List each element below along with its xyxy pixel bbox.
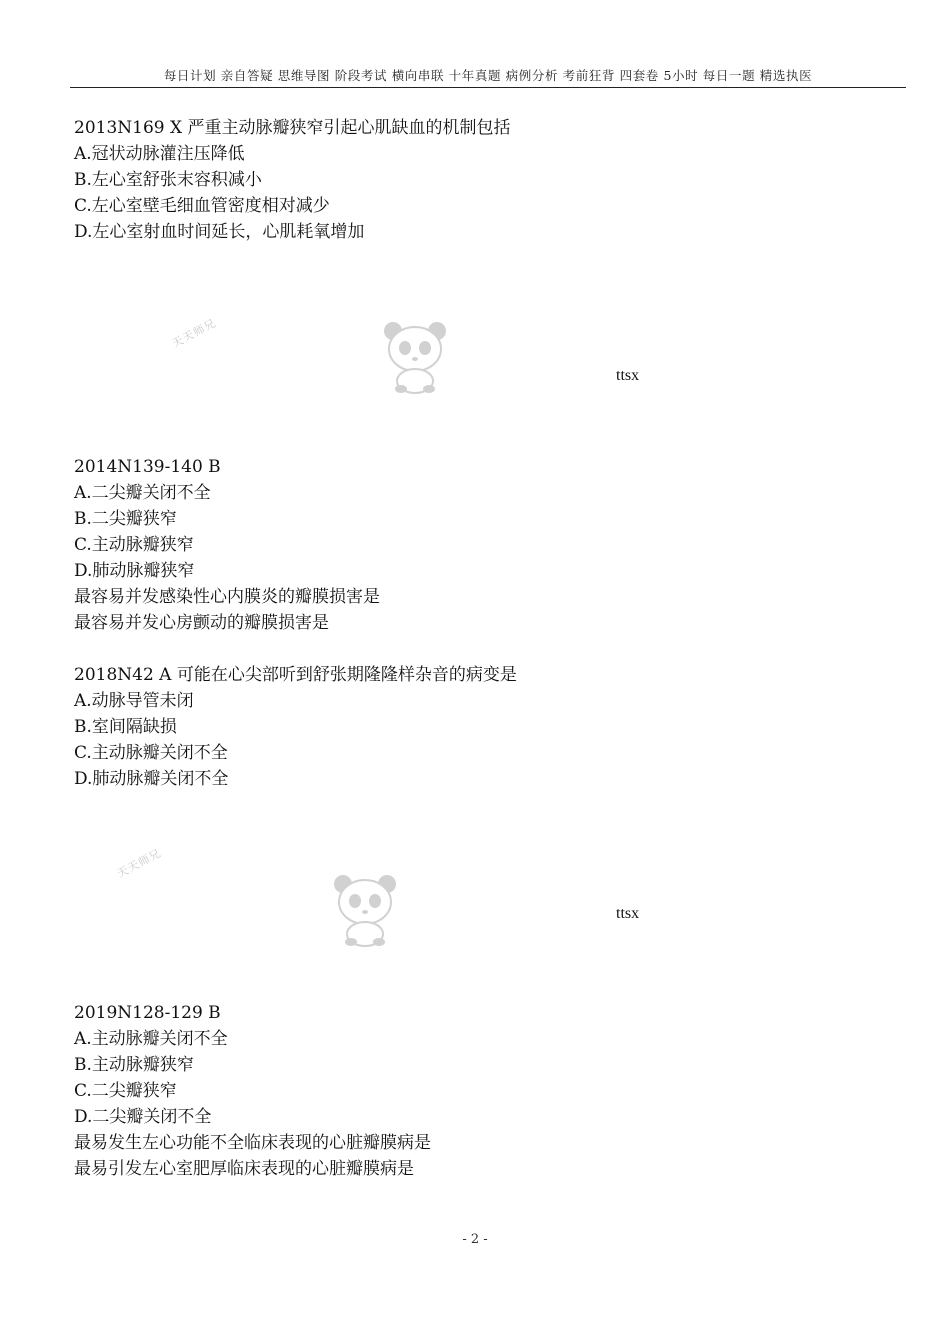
option-b: B.二尖瓣狭窄 <box>74 509 177 529</box>
option-a: A.二尖瓣关闭不全 <box>74 483 211 503</box>
question-2013N169 <box>74 115 511 245</box>
option-a: A.冠状动脉灌注压降低 <box>74 144 245 164</box>
option-c: C.主动脉瓣关闭不全 <box>74 743 228 763</box>
question-stem-2: 最容易并发心房颤动的瓣膜损害是 <box>74 613 329 633</box>
watermark-mark: ttsx <box>616 905 640 922</box>
question-title: 2018N42 A 可能在心尖部听到舒张期隆隆样杂音的病变是 <box>74 665 517 685</box>
option-d: D.肺动脉瓣狭窄 <box>74 561 195 581</box>
watermark-text: 天天师兄 <box>114 846 164 881</box>
question-title: 2019N128-129 B <box>74 1003 221 1023</box>
page-number: - 2 - <box>462 1232 488 1247</box>
option-d: D.左心室射血时间延长，心肌耗氧增加 <box>74 222 365 242</box>
question-stem-2: 最易引发左心室肥厚临床表现的心脏瓣膜病是 <box>74 1159 414 1179</box>
question-stem-1: 最容易并发感染性心内膜炎的瓣膜损害是 <box>74 587 380 607</box>
panda-icon <box>375 315 455 395</box>
question-2019N128-129 <box>74 1000 431 1182</box>
option-c: C.左心室壁毛细血管密度相对减少 <box>74 196 330 216</box>
option-b: B.室间隔缺损 <box>74 717 177 737</box>
option-a: A.主动脉瓣关闭不全 <box>74 1029 228 1049</box>
option-b: B.主动脉瓣狭窄 <box>74 1055 194 1075</box>
option-b: B.左心室舒张末容积减小 <box>74 170 262 190</box>
question-title: 2013N169 X 严重主动脉瓣狭窄引起心肌缺血的机制包括 <box>74 118 511 138</box>
panda-icon <box>325 868 405 948</box>
option-a: A.动脉导管未闭 <box>74 691 194 711</box>
page-header: 每日计划 亲自答疑 思维导图 阶段考试 横向串联 十年真题 病例分析 考前狂背 四套卷 5小时 每日一题 精选执医 <box>163 68 813 83</box>
question-title: 2014N139-140 B <box>74 457 221 477</box>
option-c: C.二尖瓣狭窄 <box>74 1081 177 1101</box>
header-divider <box>70 87 906 88</box>
option-d: D.二尖瓣关闭不全 <box>74 1107 212 1127</box>
question-stem-1: 最易发生左心功能不全临床表现的心脏瓣膜病是 <box>74 1133 431 1153</box>
option-d: D.肺动脉瓣关闭不全 <box>74 769 229 789</box>
option-c: C.主动脉瓣狭窄 <box>74 535 194 555</box>
watermark-mark: ttsx <box>616 367 640 384</box>
watermark-text: 天天师兄 <box>169 316 219 351</box>
question-2014N139-140 <box>74 454 380 636</box>
question-2018N42 <box>74 662 517 792</box>
